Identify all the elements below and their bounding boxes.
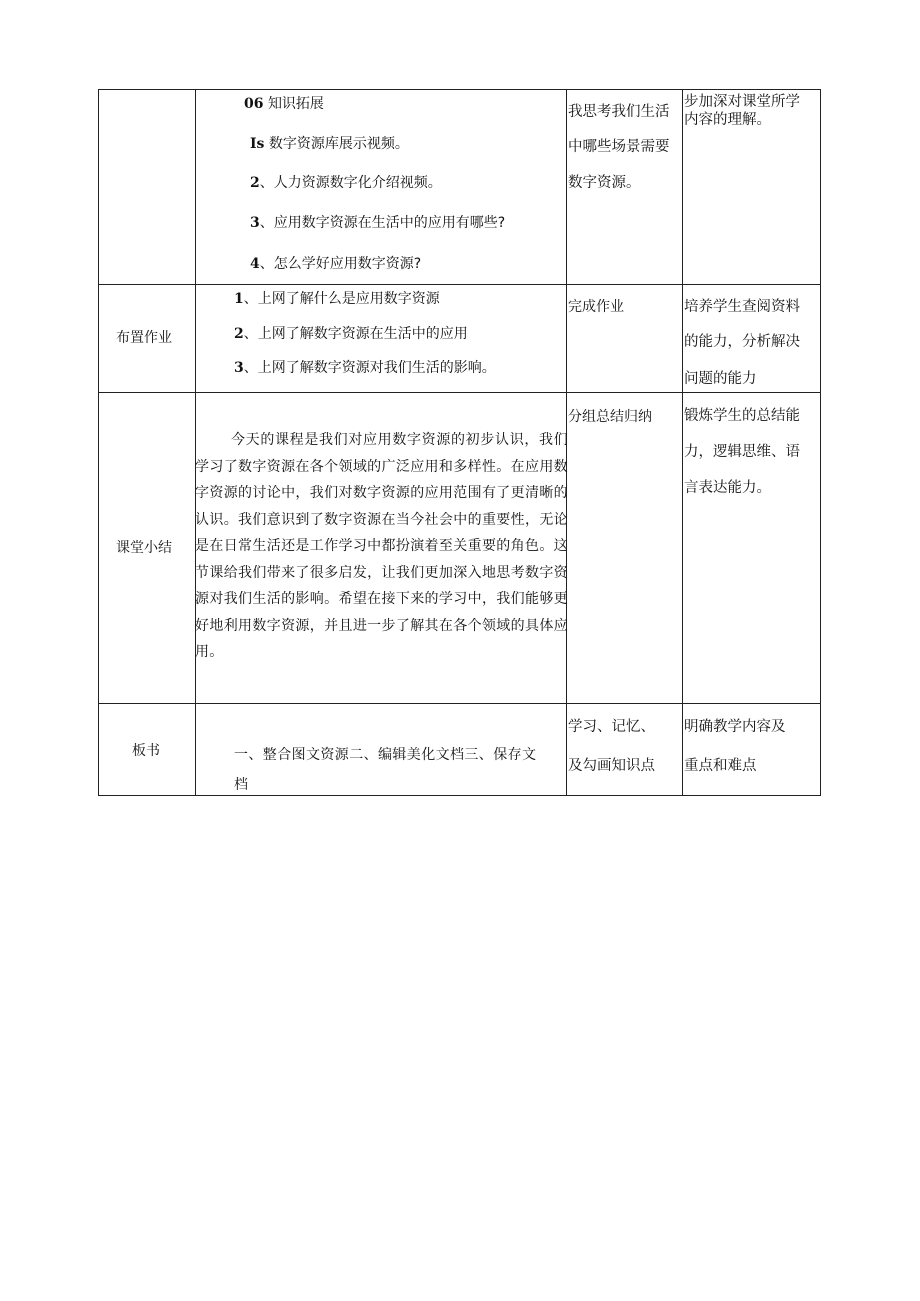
list-item <box>250 174 442 192</box>
list-item-text: 、上网了解数字资源对我们生活的影响。 <box>243 360 496 376</box>
student-activity-line: 学习、记忆、 <box>568 719 655 735</box>
list-item-number: 4 <box>250 256 260 272</box>
board-content-line: 档 <box>234 777 248 793</box>
list-item <box>250 135 409 153</box>
design-intent-line: 锻炼学生的总结能 <box>684 408 800 424</box>
list-item-number: 2 <box>234 326 244 342</box>
design-intent-line: 明确教学内容及 <box>684 719 786 735</box>
design-intent-line: 的能力，分析解决 <box>684 334 800 350</box>
column-divider <box>98 89 99 796</box>
extension-heading-number: 06 <box>244 96 264 112</box>
extension-heading <box>244 95 324 113</box>
list-item <box>250 255 421 273</box>
list-item-text: 、上网了解什么是应用数字资源 <box>243 291 440 307</box>
design-intent-line: 问题的能力 <box>684 371 757 387</box>
design-intent-line: 言表达能力。 <box>684 480 771 496</box>
row-label-board: 板书 <box>132 743 160 759</box>
design-intent-line: 内容的理解。 <box>684 112 771 128</box>
list-item <box>234 290 440 308</box>
table-border-bottom <box>98 795 821 796</box>
list-item-number: 1 <box>234 291 244 307</box>
extension-heading-text: 知识拓展 <box>267 96 324 112</box>
student-activity-line: 分组总结归纳 <box>568 409 652 425</box>
list-item-text: 、应用数字资源在生活中的应用有哪些? <box>259 215 506 231</box>
student-activity-line: 中哪些场景需要 <box>568 139 670 155</box>
design-intent-line: 培养学生查阅资料 <box>684 299 800 315</box>
lesson-plan-table <box>98 89 821 796</box>
student-activity-line: 完成作业 <box>568 299 624 315</box>
list-item <box>234 325 468 343</box>
student-activity-line: 我思考我们生活 <box>568 104 670 120</box>
list-item-text: 、上网了解数字资源在生活中的应用 <box>243 326 468 342</box>
list-item-number: 3 <box>250 215 260 231</box>
list-item-text: 数字资源库展示视频。 <box>268 136 409 152</box>
column-divider <box>682 89 683 796</box>
row-divider <box>98 284 821 285</box>
column-divider <box>820 89 821 796</box>
row-label-homework: 布置作业 <box>116 330 172 346</box>
list-item-number: 2 <box>250 175 260 191</box>
design-intent-line: 重点和难点 <box>684 758 757 774</box>
list-item <box>250 214 505 232</box>
list-item <box>234 359 496 377</box>
row-label-summary: 课堂小结 <box>116 540 172 556</box>
board-content-line: 一、整合图文资源二、编辑美化文档三、保存文 <box>234 747 537 763</box>
row-divider <box>98 703 821 704</box>
design-intent-line: 力，逻辑思维、语 <box>684 444 800 460</box>
table-border-top <box>98 89 821 90</box>
list-item-text: 、人力资源数字化介绍视频。 <box>259 175 442 191</box>
row-divider <box>98 392 821 393</box>
list-item-number: Is <box>250 136 265 152</box>
student-activity-line: 数字资源。 <box>568 175 641 191</box>
list-item-number: 3 <box>234 360 244 376</box>
design-intent-line: 步加深对课堂所学 <box>684 94 800 110</box>
summary-paragraph: 今天的课程是我们对应用数字资源的初步认识，我们学习了数字资源在各个领域的广泛应用和多样性。在应用数字资源的讨论中，我们对数字资源的应用范围有了更清晰的认识。我们意识到了数字资源在当今社会中的重要性，无论是在日常生活还是工作学习中都扮演着至关重要的角色。这节课给我们带来了很多启发，让我们更加深入地思考数字资源对我们生活的影响。希望在接下来的学习中，我们能够更好地利用数字资源，并且进一步了解其在各个领域的具体应用。 <box>195 432 568 660</box>
student-activity-line: 及勾画知识点 <box>568 758 655 774</box>
list-item-text: 、怎么学好应用数字资源? <box>259 256 422 272</box>
